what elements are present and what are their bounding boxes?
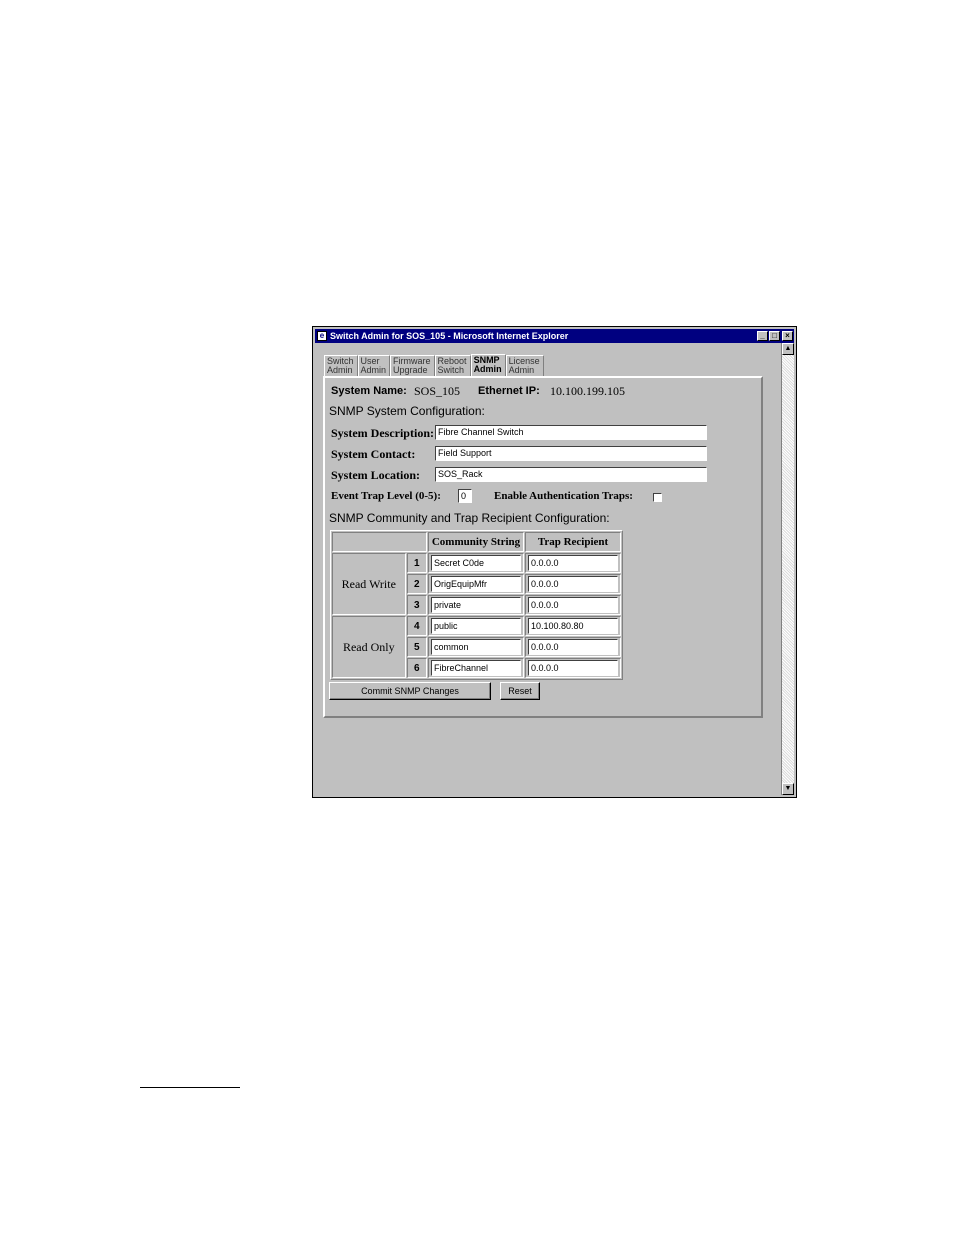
table-header-row xyxy=(332,532,621,552)
community-string-input[interactable]: FibreChannel xyxy=(431,660,521,676)
system-location-label: System Location: xyxy=(331,468,420,482)
trap-cell xyxy=(525,553,621,573)
system-name-value: SOS_105 xyxy=(414,384,461,398)
community-cell xyxy=(428,553,524,573)
row-number: 2 xyxy=(407,574,427,594)
community-cell xyxy=(428,595,524,615)
row-number: 4 xyxy=(407,616,427,636)
vertical-scrollbar[interactable] xyxy=(781,343,794,795)
community-config-heading: SNMP Community and Trap Recipient Configuration: xyxy=(329,511,610,525)
tab-user-admin[interactable]: User Admin xyxy=(358,355,391,376)
page-content xyxy=(315,343,781,795)
community-string-input[interactable]: OrigEquipMfr xyxy=(431,576,521,592)
scroll-up-icon[interactable]: ▲ xyxy=(782,343,794,355)
trap-cell xyxy=(525,574,621,594)
system-contact-input[interactable]: Field Support xyxy=(435,446,707,461)
tab-reboot-switch[interactable]: Reboot Switch xyxy=(435,355,471,376)
browser-window xyxy=(312,326,797,798)
minimize-button[interactable]: _ xyxy=(757,331,768,341)
table-row xyxy=(332,553,621,573)
footnote-divider xyxy=(140,1087,240,1088)
community-string-input[interactable]: public xyxy=(431,618,521,634)
system-description-label: System Description: xyxy=(331,426,434,440)
trap-recipient-input[interactable]: 10.100.80.80 xyxy=(528,618,618,634)
trap-recipient-input[interactable]: 0.0.0.0 xyxy=(528,576,618,592)
trap-recipient-input[interactable]: 0.0.0.0 xyxy=(528,660,618,676)
close-button[interactable]: × xyxy=(782,331,793,341)
trap-cell xyxy=(525,637,621,657)
trap-recipient-input[interactable]: 0.0.0.0 xyxy=(528,555,618,571)
ethernet-ip-value: 10.100.199.105 xyxy=(550,384,625,398)
ie-icon: e xyxy=(317,331,327,341)
tab-bar xyxy=(324,354,544,376)
reset-button[interactable]: Reset xyxy=(500,682,540,700)
trap-recipient-input[interactable]: 0.0.0.0 xyxy=(528,597,618,613)
title-bar xyxy=(315,329,794,343)
tab-license-admin[interactable]: License Admin xyxy=(506,355,544,376)
trap-recipient-input[interactable]: 0.0.0.0 xyxy=(528,639,618,655)
community-string-header: Community String xyxy=(428,532,524,552)
community-string-input[interactable]: common xyxy=(431,639,521,655)
trap-cell xyxy=(525,595,621,615)
read-only-group-label: Read Only xyxy=(332,616,406,678)
community-cell xyxy=(428,616,524,636)
trap-cell xyxy=(525,616,621,636)
table-corner-cell xyxy=(332,532,427,552)
community-cell xyxy=(428,637,524,657)
event-trap-level-input[interactable]: 0 xyxy=(458,489,472,503)
maximize-button[interactable]: □ xyxy=(769,331,780,341)
community-cell xyxy=(428,658,524,678)
community-cell xyxy=(428,574,524,594)
row-number: 3 xyxy=(407,595,427,615)
system-name-label: System Name: xyxy=(331,385,407,397)
system-location-input[interactable]: SOS_Rack xyxy=(435,467,707,482)
community-string-input[interactable]: Secret C0de xyxy=(431,555,521,571)
snmp-system-config-heading: SNMP System Configuration: xyxy=(329,404,485,418)
scroll-down-icon[interactable]: ▼ xyxy=(782,783,794,795)
tab-snmp-admin[interactable]: SNMP Admin xyxy=(471,354,506,376)
commit-snmp-changes-button[interactable]: Commit SNMP Changes xyxy=(329,682,491,700)
community-string-input[interactable]: private xyxy=(431,597,521,613)
row-number: 6 xyxy=(407,658,427,678)
auth-traps-label: Enable Authentication Traps: xyxy=(494,490,633,502)
event-trap-level-label: Event Trap Level (0-5): xyxy=(331,490,441,502)
system-contact-label: System Contact: xyxy=(331,447,416,461)
row-number: 5 xyxy=(407,637,427,657)
snmp-admin-panel xyxy=(323,376,763,718)
read-write-group-label: Read Write xyxy=(332,553,406,615)
ethernet-ip-label: Ethernet IP: xyxy=(478,385,540,397)
trap-recipient-header: Trap Recipient xyxy=(525,532,621,552)
trap-cell xyxy=(525,658,621,678)
table-row xyxy=(332,616,621,636)
auth-traps-checkbox[interactable] xyxy=(653,493,662,502)
row-number: 1 xyxy=(407,553,427,573)
tab-firmware-upgrade[interactable]: Firmware Upgrade xyxy=(390,355,435,376)
community-table xyxy=(330,530,623,680)
window-title: Switch Admin for SOS_105 - Microsoft Internet Explorer xyxy=(330,331,569,341)
tab-switch-admin[interactable]: Switch Admin xyxy=(324,355,358,376)
system-description-input[interactable]: Fibre Channel Switch xyxy=(435,425,707,440)
